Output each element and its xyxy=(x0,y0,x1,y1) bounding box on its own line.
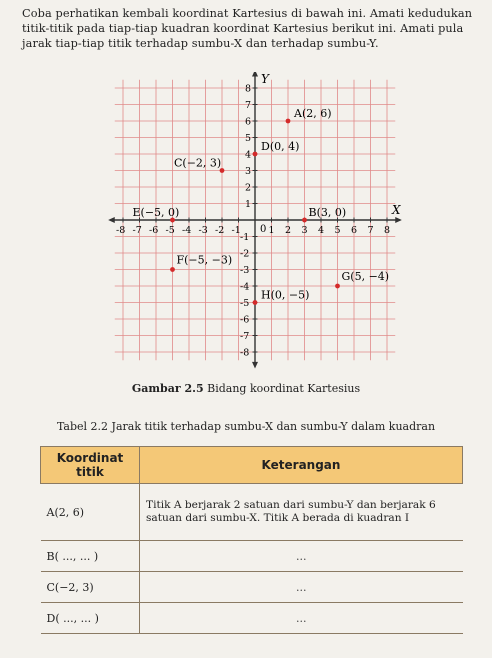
point-label-e: E(−5, 0) xyxy=(132,206,180,219)
y-axis-arrow-up xyxy=(252,72,258,76)
y-tick-label: 7 xyxy=(245,100,252,111)
row-description: Titik A berjarak 2 satuan dari sumbu-Y dan berjarak 6 satuan dari sumbu-X. Titik A berada di kuadran I xyxy=(140,484,463,541)
x-tick-label: 5 xyxy=(334,225,341,236)
y-tick-label: -7 xyxy=(240,331,250,342)
x-tick-label: -6 xyxy=(149,225,159,236)
cartesian-plane xyxy=(105,72,405,372)
point-label-c: C(−2, 3) xyxy=(174,156,222,170)
x-axis-label: X xyxy=(391,203,401,217)
intro-line-1: Coba perhatikan kembali koordinat Kartesius di bawah ini. Amati kedudukan xyxy=(22,7,473,20)
row-coordinate: A(2, 6) xyxy=(41,484,140,541)
header-coordinate: Koordinat titik xyxy=(41,447,140,484)
figure-caption xyxy=(0,382,492,395)
cartesian-figure xyxy=(105,72,405,372)
y-tick-label: -2 xyxy=(240,248,250,260)
y-tick-label: -5 xyxy=(240,298,250,309)
x-tick-label: -2 xyxy=(215,225,225,236)
x-tick-label: 1 xyxy=(268,225,275,236)
x-tick-label: -4 xyxy=(182,225,192,236)
table-header-row xyxy=(41,447,463,484)
row-coordinate: B( ..., ... ) xyxy=(41,541,140,572)
y-tick-label: -6 xyxy=(240,314,250,326)
row-description: ... xyxy=(140,572,463,603)
x-tick-label: 6 xyxy=(351,225,358,236)
table-row xyxy=(41,484,463,541)
table-row xyxy=(41,541,463,572)
intro-text xyxy=(22,6,482,51)
intro-line-2: titik-titik pada tiap-tiap kuadran koordinat Kartesius berikut ini. Amati pula xyxy=(22,22,464,35)
x-tick-label: -1 xyxy=(231,225,241,236)
point-h xyxy=(253,300,258,305)
point-label-d: D(0, 4) xyxy=(261,140,300,153)
y-tick-label: -1 xyxy=(240,232,250,243)
origin-label: 0 xyxy=(260,224,267,235)
x-axis-arrow-right xyxy=(395,217,402,223)
y-tick-label: 3 xyxy=(245,166,252,177)
point-a xyxy=(286,119,291,124)
y-tick-label: 6 xyxy=(245,116,252,128)
header-description: Keterangan xyxy=(140,447,463,484)
x-tick-label: 8 xyxy=(384,225,391,236)
point-label-h: H(0, −5) xyxy=(261,288,310,302)
y-tick-label: -8 xyxy=(240,347,250,359)
row-coordinate: C(−2, 3) xyxy=(41,572,140,603)
y-tick-label: -3 xyxy=(240,265,250,276)
x-tick-label: -7 xyxy=(132,225,142,236)
caption-text: Bidang koordinat Kartesius xyxy=(207,382,361,395)
y-axis-arrow-down xyxy=(252,362,258,369)
x-tick-label: -3 xyxy=(198,225,208,236)
point-b xyxy=(302,218,307,223)
point-g xyxy=(335,284,340,289)
point-d xyxy=(253,152,258,157)
distance-table xyxy=(40,446,463,634)
x-tick-label: 4 xyxy=(318,225,325,236)
table-row xyxy=(41,572,463,603)
y-tick-label: 2 xyxy=(245,182,252,194)
y-axis-label: Y xyxy=(261,72,269,87)
point-label-f: F(−5, −3) xyxy=(176,253,233,267)
point-label-b: B(3, 0) xyxy=(308,206,347,219)
point-f xyxy=(170,267,175,272)
y-tick-label: -4 xyxy=(240,281,250,293)
y-tick-label: 8 xyxy=(245,83,252,95)
point-label-g: G(5, −4) xyxy=(341,270,390,283)
y-tick-label: 1 xyxy=(245,199,252,210)
point-label-a: A(2, 6) xyxy=(294,107,332,120)
intro-line-3: jarak tiap-tiap titik terhadap sumbu-X dan terhadap sumbu-Y. xyxy=(22,37,379,50)
caption-number: Gambar 2.5 xyxy=(131,382,204,395)
table-row xyxy=(41,603,463,634)
x-tick-label: 3 xyxy=(301,225,308,236)
x-tick-label: 2 xyxy=(285,225,292,236)
y-tick-label: 5 xyxy=(245,133,252,144)
row-description: ... xyxy=(140,541,463,572)
y-tick-label: 4 xyxy=(245,149,252,161)
row-coordinate: D( ..., ... ) xyxy=(41,603,140,634)
x-axis-arrow-left xyxy=(108,217,115,223)
x-tick-label: -5 xyxy=(165,225,175,236)
x-tick-label: -8 xyxy=(116,225,126,236)
x-tick-label: 7 xyxy=(367,225,374,236)
table-title xyxy=(0,420,492,433)
table-title-text: Tabel 2.2 Jarak titik terhadap sumbu-X dan sumbu-Y dalam kuadran xyxy=(56,420,436,433)
row-description: ... xyxy=(140,603,463,634)
